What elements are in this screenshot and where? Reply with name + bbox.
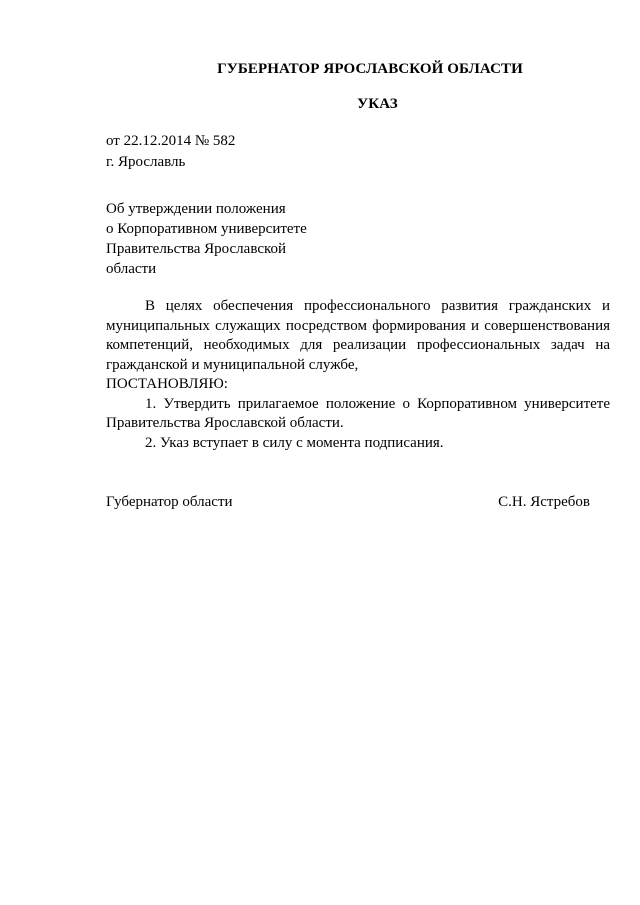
city: г. Ярославль xyxy=(106,154,186,170)
decree-item-2: 2. Указ вступает в силу с момента подписания. xyxy=(145,434,444,451)
signatory-name: С.Н. Ястребов xyxy=(498,494,590,510)
decree-word: ПОСТАНОВЛЯЮ: xyxy=(106,376,228,392)
document-type-heading: УКАЗ xyxy=(357,96,398,112)
preamble-paragraph: В целях обеспечения профессионального развития гражданских и муниципальных служащих посредством формирования и совершенствования компетенций, необходимых для реализации профессиональных задач на гражданской и муниципальной службе, xyxy=(106,298,610,373)
document-meta xyxy=(106,131,235,173)
issuer-heading: ГУБЕРНАТОР ЯРОСЛАВСКОЙ ОБЛАСТИ xyxy=(217,61,523,77)
subject-line: о Корпоративном университете xyxy=(106,221,307,237)
subject-line: области xyxy=(106,261,157,277)
subject-line: Правительства Ярославской xyxy=(106,241,287,257)
document-subject xyxy=(106,199,326,279)
subject-line: Об утверждении положения xyxy=(106,201,286,217)
signatory-position: Губернатор области xyxy=(106,494,233,510)
document-body xyxy=(106,297,610,453)
date-number: от 22.12.2014 № 582 xyxy=(106,133,236,149)
decree-item-1: 1. Утвердить прилагаемое положение о Корпоративном университете Правительства Ярославской области. xyxy=(106,395,610,431)
signature-block xyxy=(106,494,590,511)
